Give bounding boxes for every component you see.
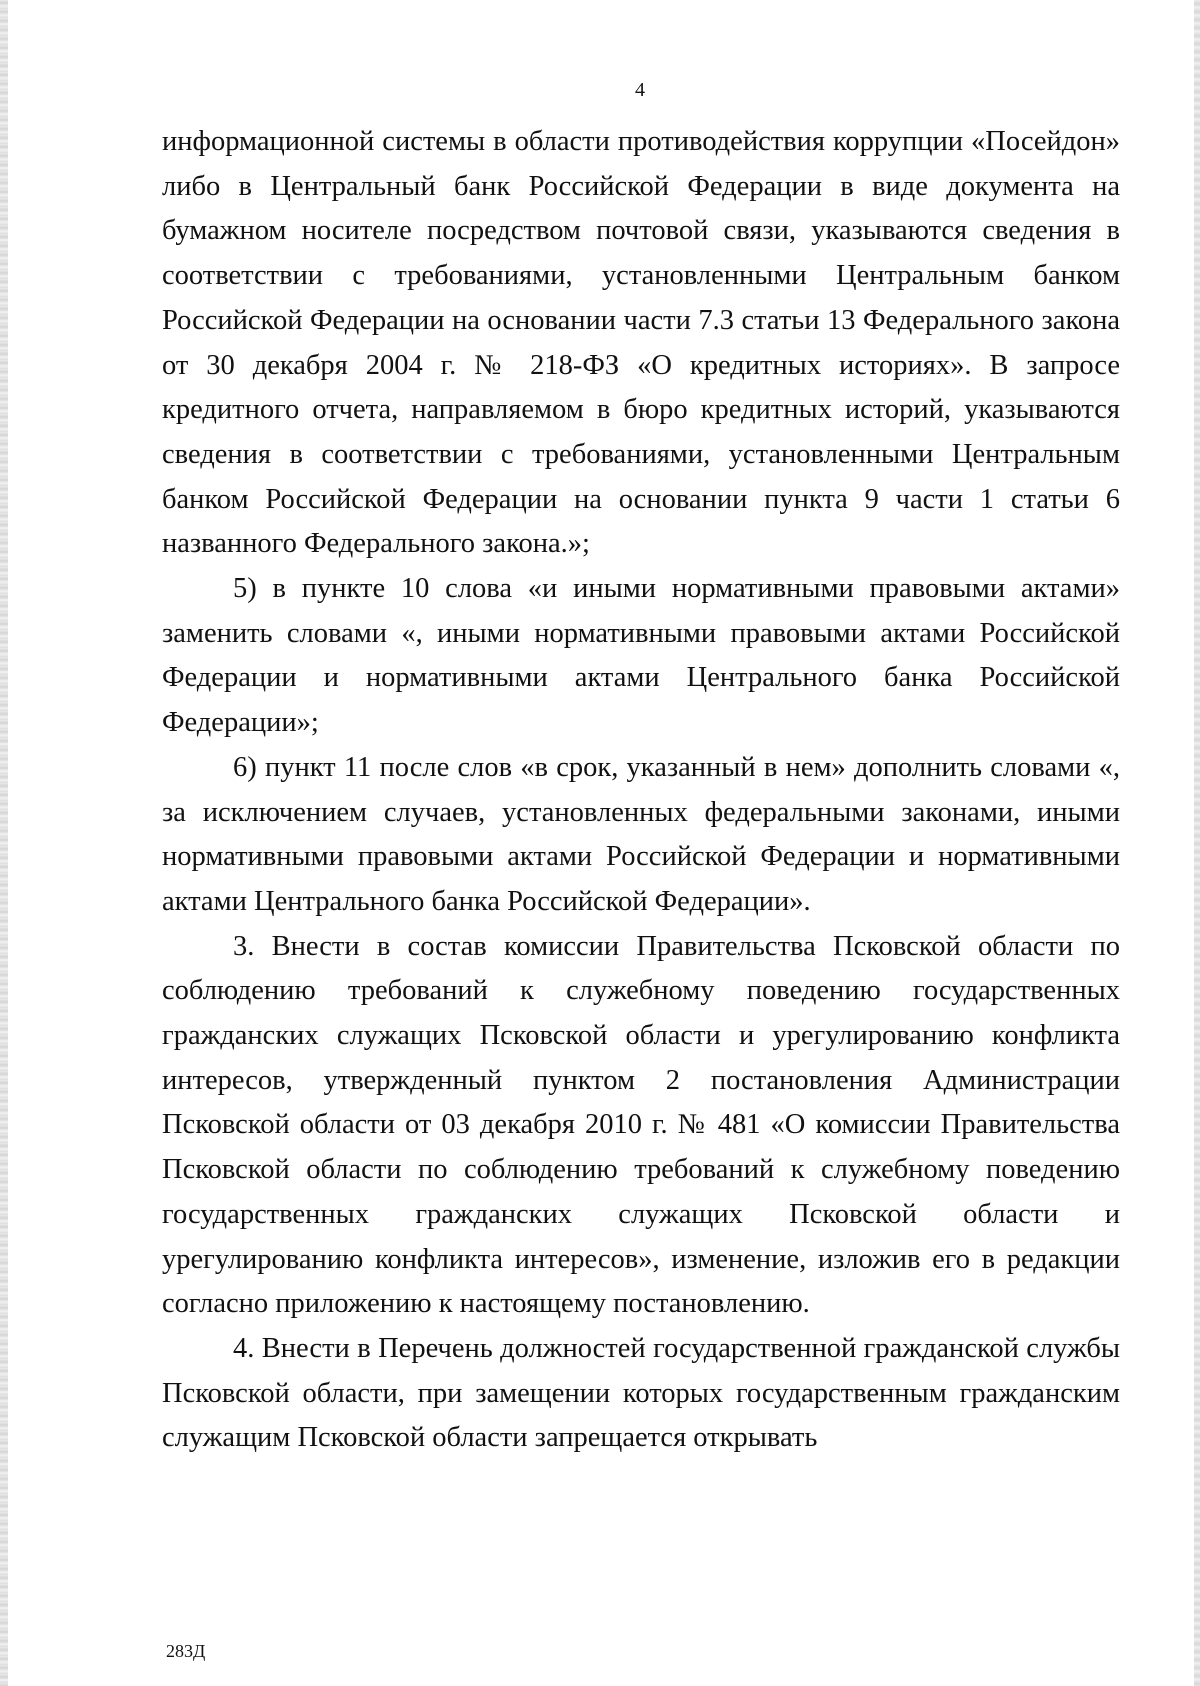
document-footer-code: 283Д xyxy=(166,1641,206,1661)
paragraph-item-5: 5) в пункте 10 слова «и иными нормативными правовыми актами» заменить словами «, иными нормативными правовыми актами Российской Федерации и нормативными актами Центрального банка Российской Федерации»; xyxy=(162,573,1120,739)
paragraph-clause-3: 3. Внести в состав комиссии Правительства Псковской области по соблюдению требований к служебному поведению государственных гражданских служащих Псковской области и урегулированию конфликта интересов, утвержденный пунктом 2 постановления Администрации Псковской области от 03 декабря 2010 г. № 481 «О комиссии Правительства Псковской области по соблюдению требований к служебному поведению государственных гражданских служащих Псковской области и урегулированию конфликта интересов», изменение, изложив его в редакции согласно приложению к настоящему постановлению. xyxy=(162,930,1120,1320)
paragraph-item-6: 6) пункт 11 после слов «в срок, указанный в нем» дополнить словами «, за исключением случаев, установленных федеральными законами, иными нормативными правовыми актами Российской Федерации и нормативными актами Центрального банка Российской Федерации». xyxy=(162,751,1120,917)
paragraph-continuation: информационной системы в области противодействия коррупции «Посейдон» либо в Центральный банк Российской Федерации в виде документа на бумажном носителе посредством почтовой связи, указываются сведения в соответствии с требованиями, установленными Центральным банком Российской Федерации на основании части 7.3 статьи 13 Федерального закона от 30 декабря 2004 г. № 218-ФЗ «О кредитных историях». В запросе кредитного отчета, направляемом в бюро кредитных историй, указываются сведения в соответствии с требованиями, установленными Центральным банком Российской Федерации на основании пункта 9 части 1 статьи 6 названного Федерального закона.»; xyxy=(162,126,1120,560)
document-body xyxy=(162,120,1120,1461)
scan-right-edge xyxy=(1194,0,1200,1686)
page-number: 4 xyxy=(635,79,645,101)
paragraph-clause-4: 4. Внести в Перечень должностей государственной гражданской службы Псковской области, при замещении которых государственным гражданским служащим Псковской области запрещается открывать xyxy=(162,1332,1120,1454)
scan-left-edge xyxy=(0,0,8,1686)
